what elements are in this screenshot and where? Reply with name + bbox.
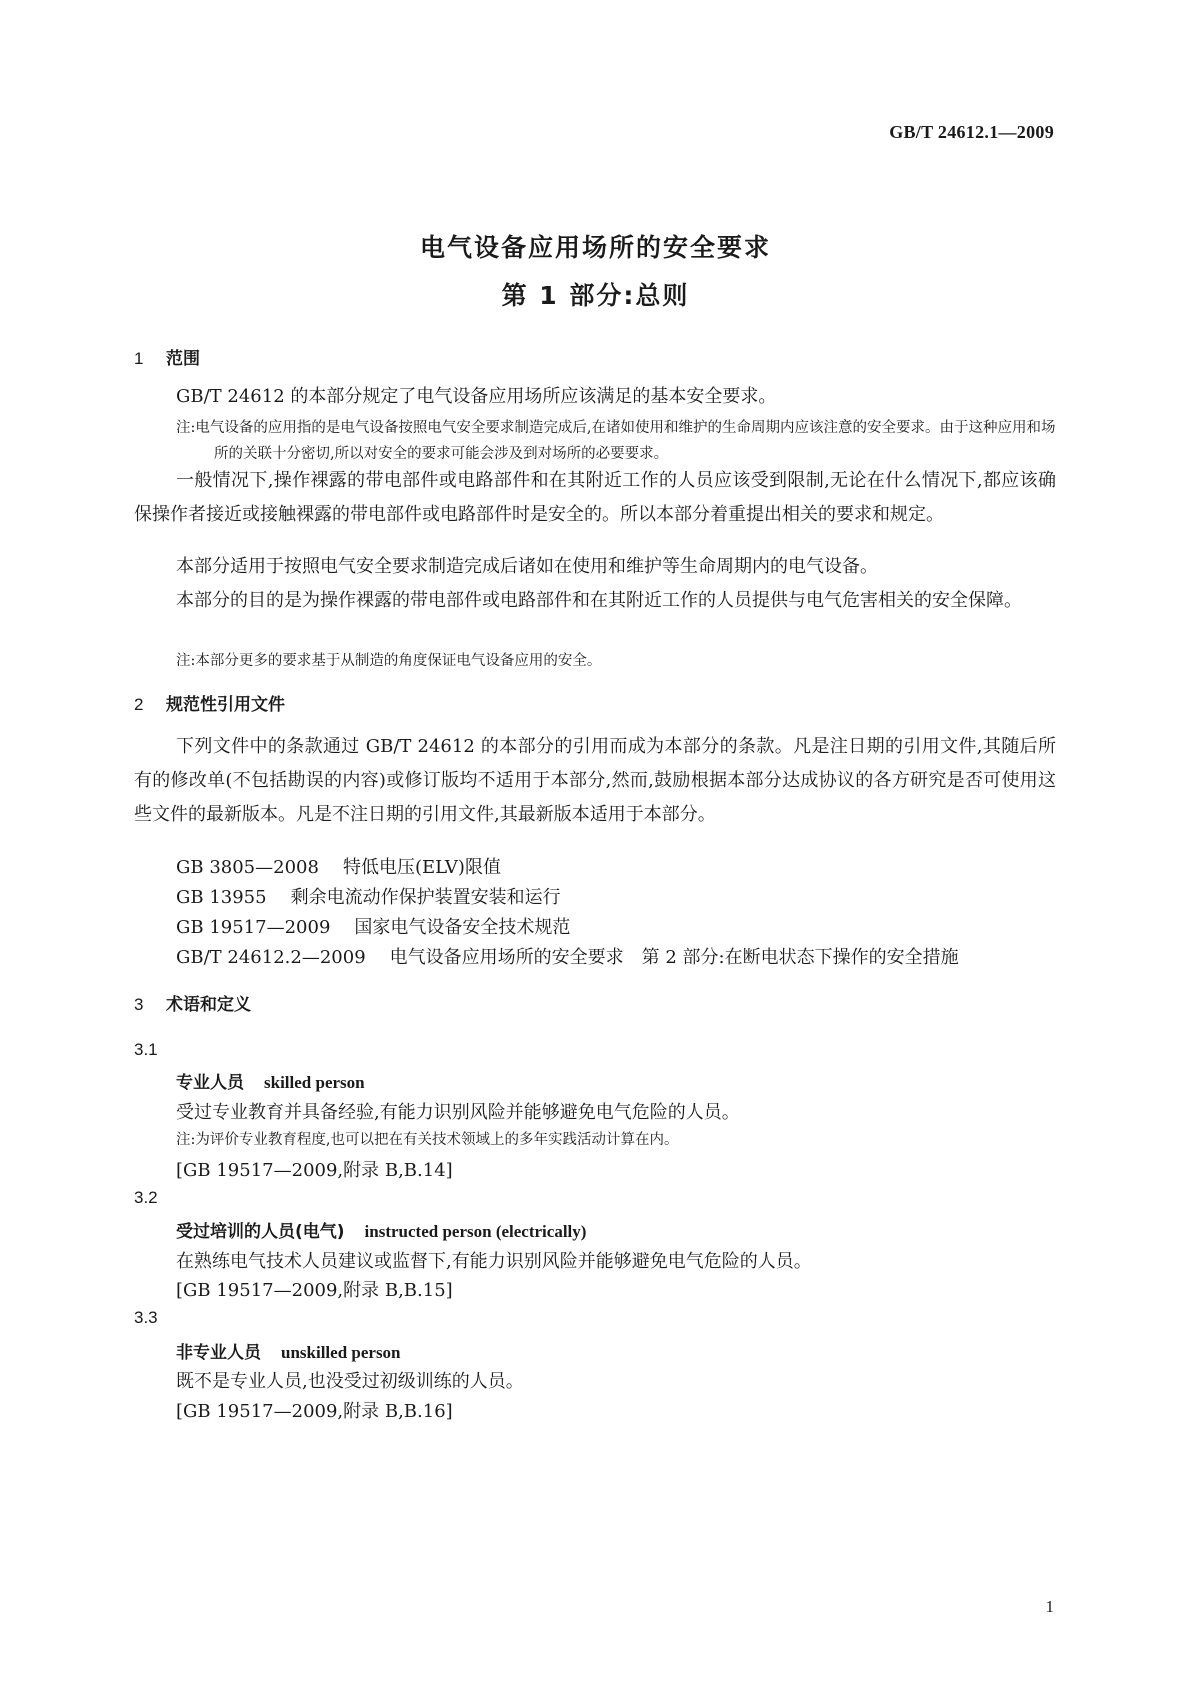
section-heading-terms <box>134 990 251 1015</box>
paragraph: 本部分适用于按照电气安全要求制造完成后诸如在使用和维护等生命周期内的电气设备。 <box>176 556 878 577</box>
paragraph: 本部分的目的是为操作裸露的带电部件或电路部件和在其附近工作的人员提供与电气危害相关的安全保障。 <box>176 590 1022 611</box>
term-en: skilled person <box>264 1073 365 1092</box>
term-zh: 非专业人员 <box>176 1343 261 1363</box>
term-definition: 受过专业教育并具备经验,有能力识别风险并能够避免电气危险的人员。 <box>176 1102 740 1123</box>
document-subtitle: 第 1 部分:总则 <box>501 281 690 310</box>
term-definition: 在熟练电气技术人员建议或监督下,有能力识别风险并能够避免电气危险的人员。 <box>176 1251 812 1272</box>
paragraph: GB/T 24612 的本部分规定了电气设备应用场所应该满足的基本安全要求。 <box>176 386 777 407</box>
section-heading-scope <box>134 344 200 369</box>
reference-title: 电气设备应用场所的安全要求 第 2 部分:在断电状态下操作的安全措施 <box>389 947 959 968</box>
section-title: 规范性引用文件 <box>166 695 285 715</box>
term-number: 3.1 <box>134 1040 158 1059</box>
term-definition: 既不是专业人员,也没受过初级训练的人员。 <box>176 1371 524 1392</box>
term-en: unskilled person <box>281 1343 401 1362</box>
reference-title: 特低电压(ELV)限值 <box>342 857 501 878</box>
term-source: [GB 19517—2009,附录 B,B.14] <box>176 1160 453 1181</box>
reference-item <box>176 913 570 943</box>
page-number: 1 <box>1045 1597 1054 1616</box>
reference-code: GB 19517—2009 <box>176 917 331 938</box>
term-heading <box>176 1217 586 1242</box>
section-title: 范围 <box>166 349 200 369</box>
term-number: 3.3 <box>134 1308 158 1327</box>
section-number: 1 <box>134 349 144 368</box>
section-number: 3 <box>134 995 144 1014</box>
section-title: 术语和定义 <box>166 995 251 1015</box>
reference-item <box>176 943 959 973</box>
reference-code: GB 13955 <box>176 887 267 908</box>
term-heading <box>176 1338 401 1363</box>
term-zh: 专业人员 <box>176 1073 244 1093</box>
note: 注:本部分更多的要求基于从制造的角度保证电气设备应用的安全。 <box>176 653 602 669</box>
reference-title: 剩余电流动作保护装置安装和运行 <box>290 887 561 908</box>
term-heading <box>176 1068 365 1093</box>
standard-number: GB/T 24612.1—2009 <box>889 122 1054 142</box>
section-number: 2 <box>134 695 144 714</box>
paragraph: 下列文件中的条款通过 GB/T 24612 的本部分的引用而成为本部分的条款。凡是注日期的引用文件,其随后所有的修改单(不包括勘误的内容)或修订版均不适用于本部分,然而,鼓励根据本部分达成协议的各方研究是否可使用这些文件的最新版本。凡是不注日期的引用文件,其最新版本适用于本部分。 <box>134 736 1056 825</box>
reference-code: GB/T 24612.2—2009 <box>176 947 366 968</box>
term-zh: 受过培训的人员(电气) <box>176 1222 345 1242</box>
reference-item <box>176 883 561 913</box>
section-heading-normative-references <box>134 690 285 715</box>
term-en: instructed person (electrically) <box>364 1222 587 1241</box>
term-source: [GB 19517—2009,附录 B,B.16] <box>176 1401 453 1422</box>
reference-item <box>176 853 501 883</box>
reference-title: 国家电气设备安全技术规范 <box>354 917 571 938</box>
paragraph: 一般情况下,操作裸露的带电部件或电路部件和在其附近工作的人员应该受到限制,无论在什么情况下,都应该确保操作者接近或接触裸露的带电部件或电路部件时是安全的。所以本部分着重提出相关的要求和规定。 <box>134 470 1056 525</box>
term-source: [GB 19517—2009,附录 B,B.15] <box>176 1280 453 1301</box>
term-number: 3.2 <box>134 1188 158 1207</box>
reference-code: GB 3805—2008 <box>176 857 319 878</box>
note: 注:电气设备的应用指的是电气设备按照电气安全要求制造完成后,在诸如使用和维护的生命周期内应该注意的安全要求。由于这种应用和场所的关联十分密切,所以对安全的要求可能会涉及到对场所的必要要求。 <box>176 420 1056 462</box>
note: 注:为评价专业教育程度,也可以把在有关技术领域上的多年实践活动计算在内。 <box>176 1132 679 1148</box>
document-title: 电气设备应用场所的安全要求 <box>419 233 771 262</box>
